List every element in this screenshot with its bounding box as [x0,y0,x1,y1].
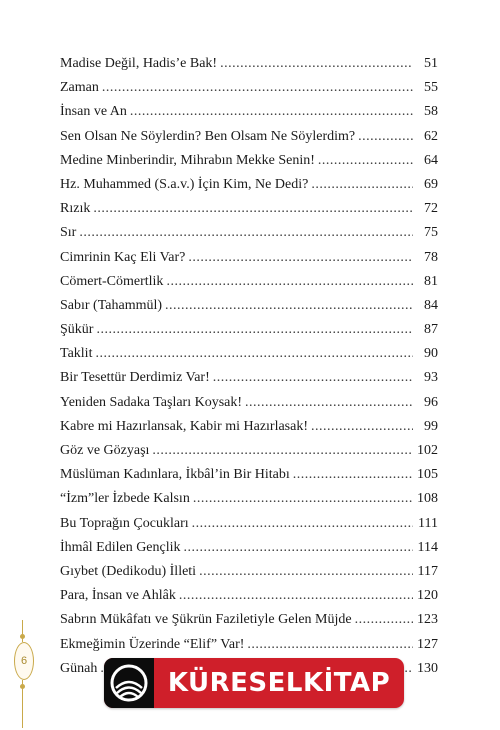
toc-entry [60,294,438,318]
toc-entry-page: 105 [417,467,438,483]
ornament-line-bottom [22,680,23,728]
toc-entry [60,463,438,487]
toc-entry [60,270,438,294]
toc-leader-dots [130,100,413,124]
toc-leader-dots [318,149,413,173]
toc-entry [60,439,438,463]
toc-leader-dots [293,463,413,487]
toc-entry [60,221,438,245]
toc-entry-title: İnsan ve An [60,104,127,120]
toc-entry [60,173,438,197]
kureselkitap-watermark [104,658,404,708]
toc-entry [60,76,438,100]
table-of-contents [60,52,438,681]
toc-entry-page: 130 [417,660,438,676]
toc-entry-title: Göz ve Gözyaşı [60,443,150,458]
toc-entry-page: 78 [424,249,438,265]
toc-entry-title: Sabrın Mükâfatı ve Şükrün Faziletiyle Gelen Müjde [60,612,352,628]
toc-entry-page: 127 [417,636,438,652]
toc-entry-title: Ekmeğimin Üzerinde “Elif” Var! [60,636,245,652]
toc-leader-dots [355,608,413,632]
toc-leader-dots [165,294,413,318]
toc-entry-title: Hz. Muhammed (S.a.v.) İçin Kim, Ne Dedi? [60,176,309,192]
toc-leader-dots [245,391,413,415]
toc-entry-title: Kabre mi Hazırlansak, Kabir mi Hazırlasak! [60,418,309,434]
toc-leader-dots [188,246,413,270]
toc-entry-page: 111 [418,515,438,531]
toc-entry-title: Müslüman Kadınlara, İkbâl’in Bir Hitabı [60,467,290,483]
toc-entry [60,246,438,270]
toc-entry [60,608,438,632]
toc-entry-title: Madise Değil, Hadis’e Bak! [60,56,218,71]
toc-entry [60,391,438,415]
toc-entry [60,366,438,390]
toc-entry-page: 114 [417,539,438,555]
toc-leader-dots [247,633,413,657]
toc-entry [60,560,438,584]
toc-entry-page: 123 [417,612,438,628]
brand-wordmark: KÜRESELKİTAP [167,668,391,698]
toc-entry-title: Cömert-Cömertlik [60,273,164,289]
toc-leader-dots [311,415,413,439]
toc-entry-title: Sen Olsan Ne Söylerdin? Ben Olsam Ne Söylerdim? [60,128,356,144]
toc-entry [60,52,438,76]
toc-entry-title: İhmâl Edilen Gençlik [60,539,181,555]
toc-entry-title: Medine Minberindir, Mihrabın Mekke Senin! [60,152,315,168]
toc-entry-page: 72 [424,201,438,217]
toc-entry-page: 96 [424,394,438,410]
page-number-badge [14,642,34,680]
toc-entry-page: 69 [424,176,438,192]
toc-leader-dots [192,512,413,536]
toc-leader-dots [220,52,413,76]
toc-entry-title: Yeniden Sadaka Taşları Koysak! [60,394,243,410]
toc-leader-dots [152,439,413,463]
toc-entry-title: Gıybet (Dedikodu) İlleti [60,563,197,579]
toc-entry [60,584,438,608]
toc-entry-page: 117 [417,563,438,579]
toc-entry [60,512,438,536]
toc-entry [60,415,438,439]
toc-entry [60,487,438,511]
page-ornament [13,620,33,730]
toc-entry-page: 87 [424,322,438,338]
toc-entry-title: Bir Tesettür Derdimiz Var! [60,370,210,386]
toc-entry-page: 90 [424,346,438,362]
toc-entry [60,125,438,149]
toc-entry-title: Günah [60,660,98,676]
toc-entry-page: 120 [417,588,438,604]
toc-leader-dots [199,560,413,584]
toc-entry [60,149,438,173]
toc-leader-dots [184,536,413,560]
toc-leader-dots [213,366,413,390]
toc-entry [60,100,438,124]
toc-leader-dots [179,584,413,608]
toc-entry-title: Taklit [60,346,93,362]
toc-entry-page: 99 [424,418,438,434]
toc-leader-dots [96,318,413,342]
toc-entry-title: Zaman [60,80,99,96]
toc-entry-title: Sır [60,225,77,241]
toc-leader-dots [79,221,413,245]
toc-leader-dots [311,173,413,197]
toc-leader-dots [102,76,413,100]
toc-entry [60,197,438,221]
toc-leader-dots [193,487,413,511]
toc-entry-page: 58 [424,104,438,120]
toc-entry-page: 81 [424,273,438,289]
toc-entry-title: Sabır (Tahammül) [60,297,163,313]
globe-logo-icon [104,658,154,708]
globe-icon [110,664,148,702]
toc-entry [60,536,438,560]
toc-entry-title: Para, İnsan ve Ahlâk [60,588,176,604]
toc-leader-dots [166,270,413,294]
toc-entry-page: 51 [424,56,438,71]
toc-entry-page: 75 [424,225,438,241]
toc-leader-dots [93,197,413,221]
toc-entry [60,318,438,342]
toc-leader-dots [358,125,413,149]
toc-entry-title: Şükür [60,322,94,338]
toc-entry-page: 55 [424,80,438,96]
toc-entry-title: “İzm”ler İzbede Kalsın [60,491,190,507]
toc-entry [60,633,438,657]
toc-entry-page: 84 [424,297,438,313]
toc-entry-title: Bu Toprağın Çocukları [60,515,189,531]
toc-entry-page: 102 [417,443,438,458]
toc-entry-page: 93 [424,370,438,386]
toc-entry-page: 64 [424,152,438,168]
toc-leader-dots [95,342,413,366]
toc-entry [60,342,438,366]
toc-entry-page: 62 [424,128,438,144]
ornament-dot-top [20,634,25,639]
toc-entry-title: Rızık [60,201,91,217]
toc-entry-page: 108 [417,491,438,507]
toc-entry-title: Cimrinin Kaç Eli Var? [60,249,186,265]
page-number: 6 [20,655,28,667]
